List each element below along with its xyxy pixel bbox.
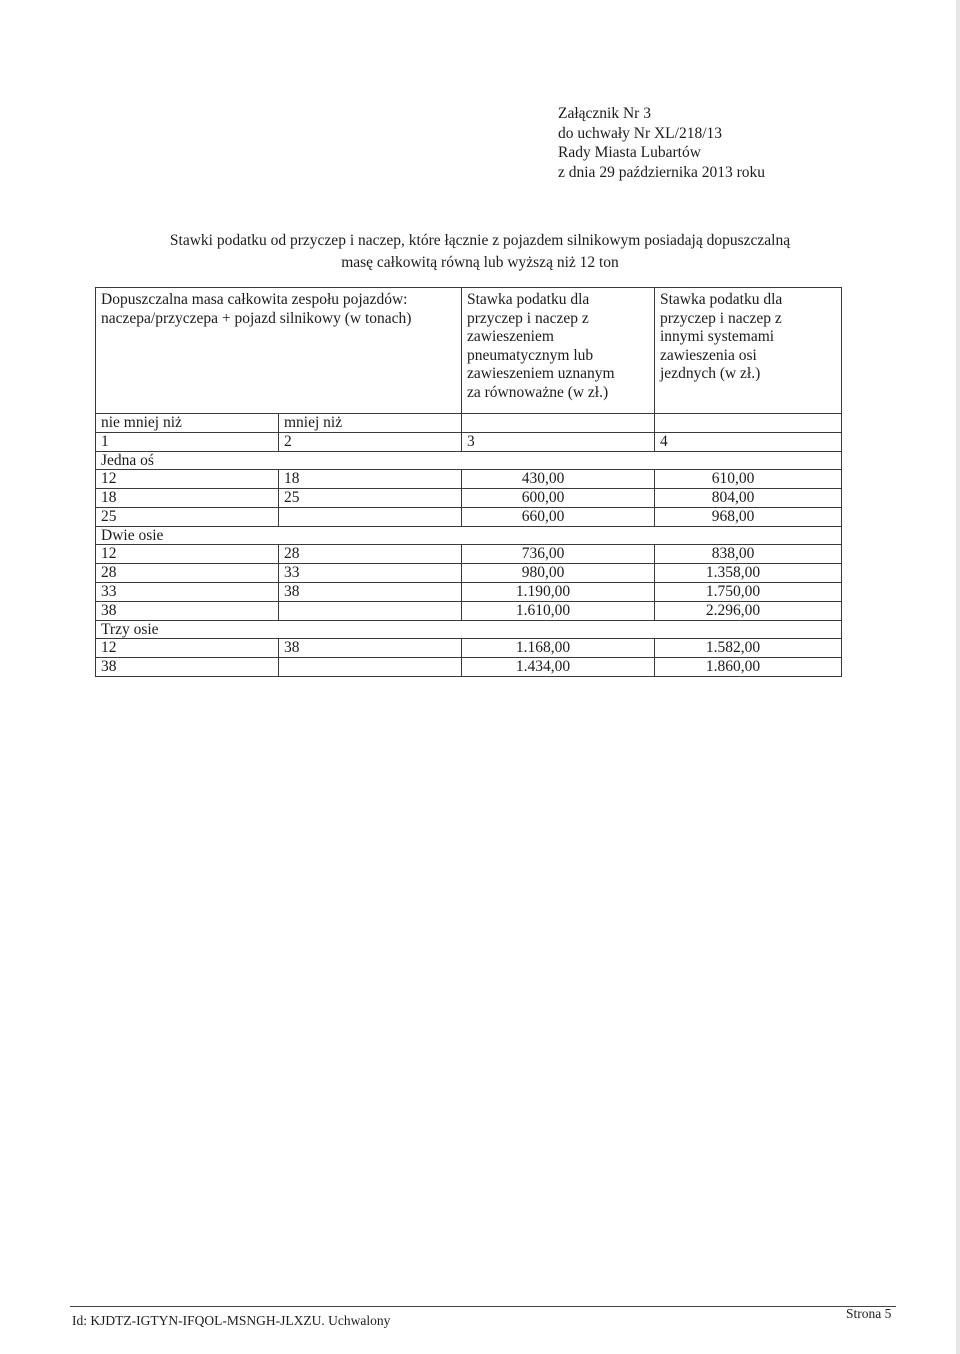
footer-divider [70,1306,896,1307]
section-row [96,621,842,639]
cell-min: 28 [96,564,279,583]
cell-other: 1.860,00 [655,658,842,677]
header-pneumatic-cell [462,288,655,414]
cell-max: 33 [279,564,462,583]
cell-max [279,602,462,621]
cell-pneumatic: 1.434,00 [462,658,655,677]
cell-min: 25 [96,508,279,527]
section-title: Trzy osie [96,621,842,639]
header-other-cell [655,288,842,414]
section-row [96,527,842,545]
header-pneumatic-line: pneumatycznym lub [467,346,594,364]
header-mass-line: naczepa/przyczepa + pojazd silnikowy (w tonach) [101,309,412,327]
header-other-line: zawieszenia osi [660,346,757,364]
table-row [96,583,842,602]
cell-other: 610,00 [655,470,842,489]
header-other-line: przyczep i naczep z [660,309,782,327]
table-row [96,564,842,583]
document-heading [80,230,880,274]
annex-line: Załącznik Nr 3 [558,105,651,122]
cell-min: 12 [96,470,279,489]
cell-max: 38 [279,639,462,658]
cell-max [279,658,462,677]
annex-line: Rady Miasta Lubartów [558,144,701,161]
cell-other: 1.750,00 [655,583,842,602]
cell-max [279,508,462,527]
cell-min: 38 [96,658,279,677]
subheader-min: nie mniej niż [96,414,279,433]
table-row [96,508,842,527]
table-row [96,639,842,658]
heading-line-2: masę całkowitą równą lub wyższą niż 12 ton [341,254,619,271]
cell-other: 968,00 [655,508,842,527]
cell-other: 2.296,00 [655,602,842,621]
cell-other: 838,00 [655,545,842,564]
cell-min: 38 [96,602,279,621]
cell-pneumatic: 736,00 [462,545,655,564]
header-other-line: jezdnych (w zł.) [660,365,761,382]
cell-pneumatic: 430,00 [462,470,655,489]
cell-other: 1.358,00 [655,564,842,583]
header-other-line: Stawka podatku dla [660,291,783,308]
cell-min: 18 [96,489,279,508]
cell-max: 28 [279,545,462,564]
cell-min: 12 [96,639,279,658]
cell-other: 804,00 [655,489,842,508]
header-pneumatic-line: zawieszeniem uznanym [467,365,615,382]
annex-line: z dnia 29 października 2013 roku [558,163,766,181]
footer-document-id: Id: KJDTZ-IGTYN-IFQOL-MSNGH-JLXZU. Uchwalony [72,1313,391,1328]
column-number: 4 [655,433,842,452]
table-header-row [96,288,842,414]
annex-block [558,104,765,182]
table-row [96,489,842,508]
heading-line-1: Stawki podatku od przyczep i naczep, które łącznie z pojazdem silnikowym posiadają dopuszczalną [169,232,791,249]
header-pneumatic-line: Stawka podatku dla [467,291,590,308]
numbering-row [96,433,842,452]
cell-max: 38 [279,583,462,602]
cell-pneumatic: 980,00 [462,564,655,583]
cell-min: 33 [96,583,279,602]
footer-page-number: Strona 5 [846,1306,892,1321]
cell-pneumatic: 1.168,00 [462,639,655,658]
tax-rate-table [95,287,842,677]
column-number: 2 [279,433,462,452]
subheader-empty [462,414,655,433]
cell-pneumatic: 660,00 [462,508,655,527]
cell-max: 25 [279,489,462,508]
cell-min: 12 [96,545,279,564]
header-mass-line: Dopuszczalna masa całkowita zespołu pojazdów: [101,291,408,308]
page-edge [956,0,960,1354]
table-row [96,658,842,677]
cell-other: 1.582,00 [655,639,842,658]
cell-pneumatic: 600,00 [462,489,655,508]
subheader-empty [655,414,842,433]
annex-line: do uchwały Nr XL/218/13 [558,124,723,142]
header-other-line: innymi systemami [660,328,775,345]
subheader-row [96,414,842,433]
section-title: Dwie osie [96,527,842,545]
table-row [96,545,842,564]
cell-pneumatic: 1.190,00 [462,583,655,602]
table-row [96,470,842,489]
section-title: Jedna oś [96,452,842,470]
subheader-max: mniej niż [279,414,462,433]
section-row [96,452,842,470]
cell-pneumatic: 1.610,00 [462,602,655,621]
header-pneumatic-line: przyczep i naczep z [467,309,589,327]
header-pneumatic-line: zawieszeniem [467,328,554,345]
cell-max: 18 [279,470,462,489]
column-number: 1 [96,433,279,452]
header-pneumatic-line: za równoważne (w zł.) [467,383,609,401]
column-number: 3 [462,433,655,452]
table-row [96,602,842,621]
header-mass-cell [96,288,462,414]
